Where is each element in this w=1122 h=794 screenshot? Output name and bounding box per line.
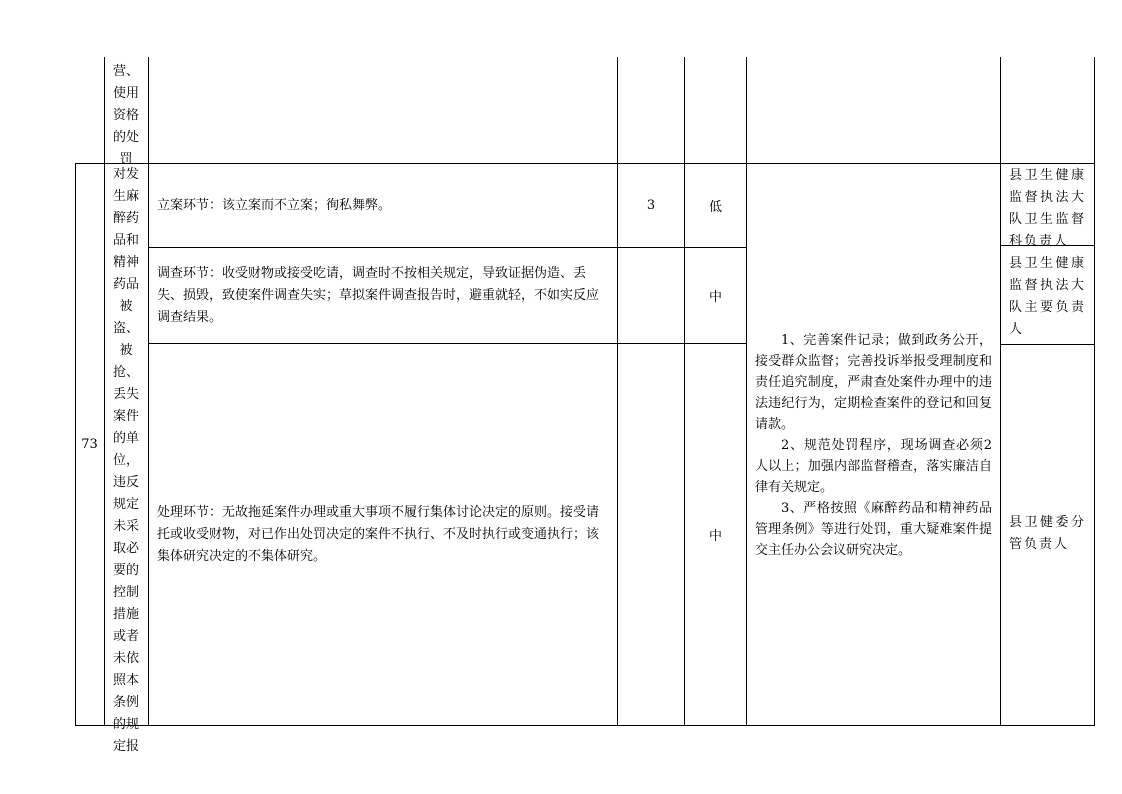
risk-level-text: 中 — [708, 290, 722, 305]
risk-level-low — [685, 164, 746, 247]
item-name-text: 对发生麻醉药品和精神药品被盗、被抢、丢失案件的单位，违反规定未采取必要的控制措施或者未依照本条例的规定报 — [112, 167, 139, 754]
risk-control-table — [75, 57, 1095, 754]
responsible-person-text: 县卫生健康监督执法大队卫生监督科负责人 — [1009, 168, 1086, 249]
prevention-measures — [747, 330, 1000, 561]
continued-item-name — [109, 61, 143, 171]
responsible-person-text: 县卫生健康监督执法大队主要负责人 — [1009, 256, 1086, 337]
risk-count — [618, 248, 684, 343]
risk-level-text: 中 — [708, 529, 722, 544]
measure-item: 2、规范处罚程序，现场调查必须2人以上；加强内部监督稽查，落实廉洁自律有关规定。 — [755, 438, 992, 495]
item-number-text: 73 — [81, 437, 98, 452]
measure-item: 3、严格按照《麻醉药品和精神药品管理条例》等进行处罚，重大疑难案件提交主任办公会议研究决定。 — [755, 501, 992, 558]
table-border-bottom — [75, 725, 1095, 726]
risk-description-text: 立案环节：该立案而不立案；徇私舞弊。 — [157, 197, 392, 213]
responsible-person-text: 县卫健委分管负责人 — [1009, 515, 1086, 552]
item-number — [75, 164, 104, 725]
risk-level-medium — [685, 344, 746, 725]
risk-level-text: 低 — [708, 200, 722, 215]
risk-description-text: 处理环节：无故拖延案件办理或重大事项不履行集体讨论决定的原则。接受请托或收受财物，对已作出处罚决定的案件不执行、不及时执行或变通执行；该集体研究决定的不集体研究。 — [157, 504, 600, 564]
risk-description-investigation — [149, 248, 617, 343]
risk-description-handling — [149, 344, 617, 725]
item-name — [109, 164, 143, 758]
risk-level-medium — [685, 248, 746, 343]
risk-count — [618, 344, 684, 725]
column-divider-6 — [1000, 57, 1001, 726]
responsible-person — [1001, 512, 1094, 562]
measure-item: 1、完善案件记录；做到政务公开，接受群众监督；完善投诉举报受理制度和责任追究制度，严肃查处案件办理中的违法违纪行为，定期检查案件的登记和回复请款。 — [755, 333, 992, 432]
risk-count — [618, 164, 684, 247]
continued-item-name-text: 营、使用资格的处罚 — [112, 64, 139, 167]
column-divider-1 — [104, 57, 105, 726]
row-divider-resp-2 — [1000, 344, 1095, 345]
risk-description-text: 调查环节：收受财物或接受吃请，调查时不按相关规定，导致证据伪造、丢失、损毁，致使案件调查失实；草拟案件调查报告时，避重就轻，不如实反应调查结果。 — [157, 265, 600, 325]
responsible-person — [1001, 165, 1094, 249]
risk-count-text: 3 — [646, 198, 656, 213]
table-border-right — [1094, 57, 1095, 726]
responsible-person — [1001, 253, 1094, 343]
risk-description-filing — [149, 164, 617, 247]
